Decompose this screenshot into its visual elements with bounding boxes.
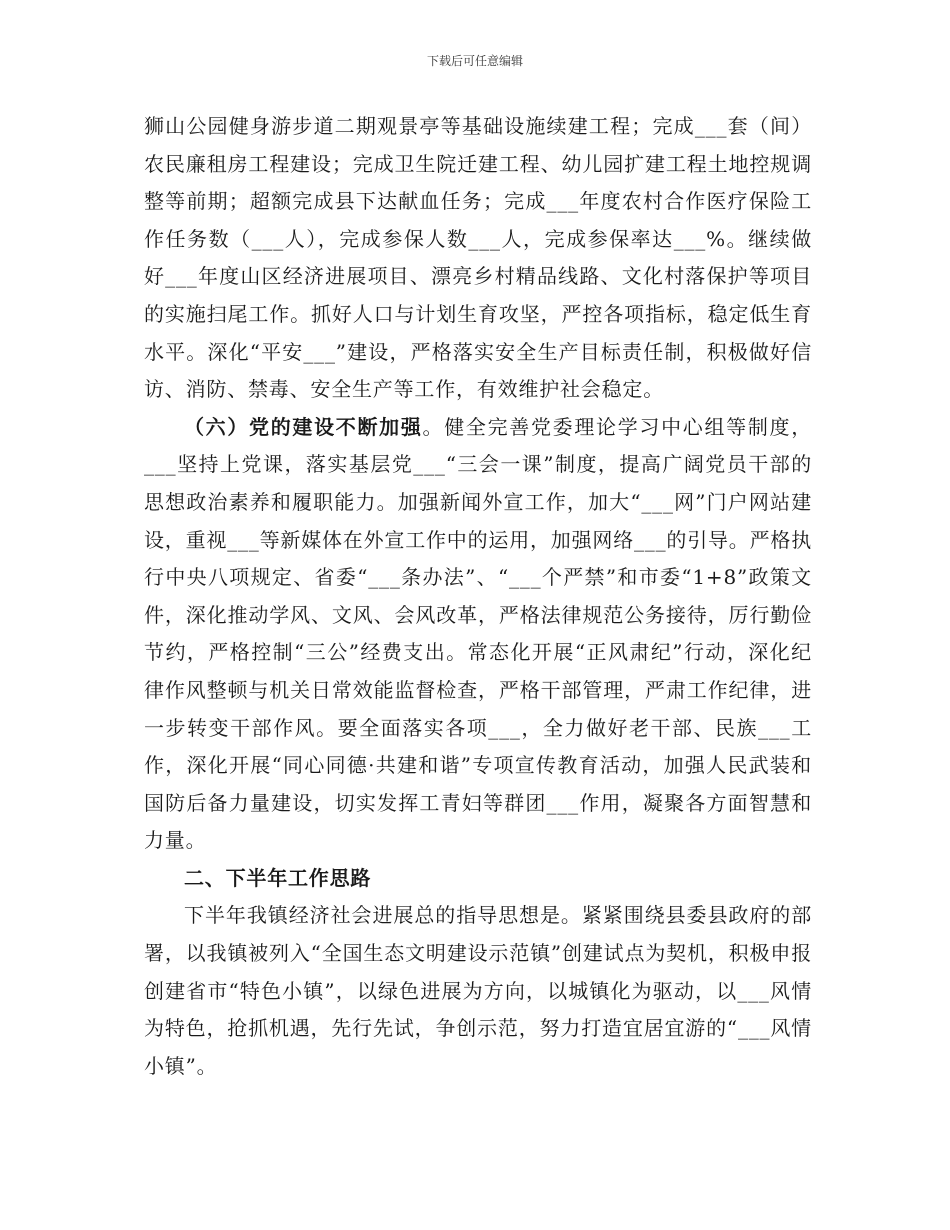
paragraph-party-building-text: 。健全完善党委理论学习中心组等制度，___坚持上党课，落实基层党___“三会一课”制度，提高广阔党员干部的思想政治素养和履职能力。加强新闻外宣工作，加大“___网”门户网站建设，重视___等新媒体在外宣工作中的运用，加强网络___的引导。严格执行中央八项规定、省委“___条办法”、“___个严禁”和市委“1+8”政策文件，深化推动学风、文风、会风改革，严格法律规范公务接待，厉行勤俭节约，严格控制“三公”经费支出。常态化开展“正风肃纪”行动，深化纪律作风整顿与机关日常效能监督检查，严格干部管理，严肃工作纪律，进一步转变干部作风。要全面落实各项___，全力做好老干部、民族___工作，深化开展“同心同德·共建和谐”专项宣传教育活动，加强人民武装和国防后备力量建设，切实发挥工青妇等群团___作用，凝聚各方面智慧和力量。	[144, 414, 812, 853]
document-body	[144, 108, 812, 1085]
section-lead-title: （六）党的建设不断加强	[184, 414, 423, 439]
section-heading: 二、下半年工作思路	[184, 865, 372, 890]
page-header: 下载后可任意编辑	[426, 54, 523, 68]
paragraph-party-building	[144, 409, 812, 860]
paragraph-work-plan: 下半年我镇经济社会进展总的指导思想是。紧紧围绕县委县政府的部署，以我镇被列入“全国生态文明建设示范镇”创建试点为契机，积极申报创建省市“特色小镇”，以绿色进展为方向，以城镇化为驱动，以___风情为特色，抢抓机遇，先行先试，争创示范，努力打造宜居宜游的“___风情小镇”。	[144, 903, 812, 1078]
paragraph-continuation: 狮山公园健身游步道二期观景亭等基础设施续建工程；完成___套（间）农民廉租房工程建设；完成卫生院迁建工程、幼儿园扩建工程土地控规调整等前期；超额完成县下达献血任务；完成___年度农村合作医疗保险工作任务数（___人），完成参保人数___人，完成参保率达___%。继续做好___年度山区经济进展项目、漂亮乡村精品线路、文化村落保护等项目的实施扫尾工作。抓好人口与计划生育攻坚，严控各项指标，稳定低生育水平。深化“平安___”建设，严格落实安全生产目标责任制，积极做好信访、消防、禁毒、安全生产等工作，有效维护社会稳定。	[144, 114, 812, 402]
